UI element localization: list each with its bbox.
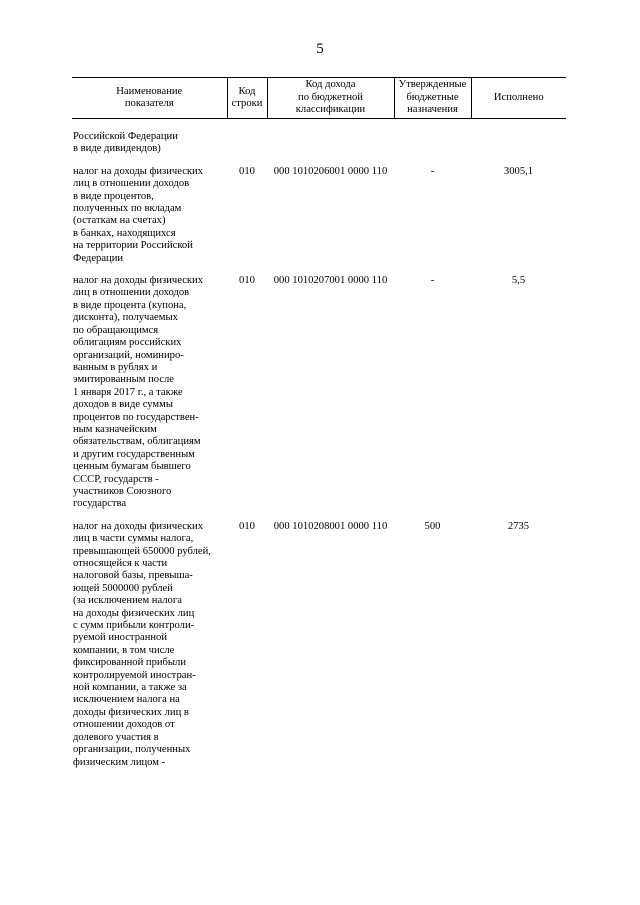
table-header-row bbox=[72, 78, 566, 119]
text-line: Наименование bbox=[116, 85, 183, 97]
table-row bbox=[72, 131, 566, 156]
text-line: облигациям российских bbox=[73, 337, 182, 349]
header-line-code bbox=[227, 78, 267, 119]
row-name bbox=[72, 166, 227, 265]
table-row bbox=[72, 166, 566, 265]
text-line: процентов по государствен- bbox=[73, 411, 199, 423]
text-line: доходов в виде суммы bbox=[73, 399, 173, 411]
text-line: ценным бумагам бывшего bbox=[73, 461, 191, 473]
text-line: фиксированной прибыли bbox=[73, 657, 186, 669]
text-line: относящейся к части bbox=[73, 558, 168, 569]
text-line: Код дохода bbox=[305, 79, 356, 91]
row-approved: 500 bbox=[424, 520, 441, 532]
text-line: налог на доходы физических bbox=[73, 520, 204, 532]
text-line: участников Союзного bbox=[73, 485, 172, 497]
row-line-code bbox=[227, 131, 267, 156]
text-line: в виде процента (купона, bbox=[73, 299, 187, 311]
text-line: Утвержденные bbox=[398, 79, 467, 91]
row-approved: - bbox=[430, 165, 435, 177]
header-indicator-name bbox=[72, 78, 227, 119]
row-executed: 2735 bbox=[507, 520, 530, 532]
spacer-row bbox=[72, 119, 566, 132]
row-executed bbox=[471, 131, 566, 156]
row-gap bbox=[72, 156, 566, 166]
text-line: по обращающимся bbox=[73, 324, 159, 336]
row-income-code bbox=[267, 131, 394, 156]
text-line: Федерации bbox=[73, 252, 124, 264]
row-income-code: 000 1010207001 0000 110 bbox=[273, 275, 388, 287]
text-line: организаций, номиниро- bbox=[73, 349, 184, 361]
row-line-code: 010 bbox=[239, 275, 255, 287]
header-approved bbox=[394, 78, 471, 119]
text-line: доходы физических лиц в bbox=[73, 706, 189, 718]
text-line: и другим государственным bbox=[73, 448, 195, 460]
text-line: руемой иностранной bbox=[73, 632, 167, 644]
text-line: ной компании, а также за bbox=[73, 682, 187, 694]
text-line: отношении доходов от bbox=[73, 719, 175, 731]
text-line: в виде дивидендов) bbox=[73, 143, 161, 155]
text-line: ным казначейским bbox=[73, 423, 157, 435]
header-income-code bbox=[267, 78, 394, 119]
budget-table bbox=[72, 77, 566, 769]
text-line: дисконта), получаемых bbox=[73, 312, 178, 324]
text-line: лиц в отношении доходов bbox=[73, 287, 190, 299]
text-line: превышающей 650000 рублей, bbox=[73, 545, 211, 557]
text-line: с сумм прибыли контроли- bbox=[73, 620, 195, 632]
text-line: полученных по вкладам bbox=[73, 203, 182, 215]
row-name bbox=[72, 275, 227, 511]
row-gap bbox=[72, 265, 566, 275]
text-line: лиц в отношении доходов bbox=[73, 178, 190, 190]
text-line: строки bbox=[231, 98, 263, 109]
header-executed bbox=[471, 78, 566, 119]
budget-execution-table bbox=[72, 77, 566, 769]
text-line: налог на доходы физических bbox=[73, 165, 204, 177]
text-line: (остаткам на счетах) bbox=[73, 215, 166, 227]
text-line: по бюджетной bbox=[298, 91, 363, 103]
text-line: обязательствам, облигациям bbox=[73, 436, 201, 448]
text-line: государства bbox=[73, 498, 127, 510]
text-line: Российской Федерации bbox=[73, 131, 178, 142]
text-line: физическим лицом - bbox=[73, 756, 166, 768]
text-line: лиц в части суммы налога, bbox=[73, 533, 194, 545]
row-income-code: 000 1010208001 0000 110 bbox=[273, 520, 388, 532]
table-row bbox=[72, 521, 566, 769]
text-line: долевого участия в bbox=[73, 731, 159, 743]
text-line: Исполнено bbox=[493, 91, 544, 103]
text-line: Код bbox=[238, 85, 256, 97]
row-name bbox=[72, 131, 227, 156]
text-line: исключением налога на bbox=[73, 694, 180, 706]
text-line: (за исключением налога bbox=[73, 595, 182, 607]
text-line: классификации bbox=[295, 104, 366, 116]
text-line: контролируемой иностран- bbox=[73, 669, 196, 681]
text-line: налог на доходы физических bbox=[73, 275, 204, 287]
text-line: 1 января 2017 г., а также bbox=[73, 386, 183, 398]
text-line: СССР, государств - bbox=[73, 473, 159, 485]
row-executed: 5,5 bbox=[511, 275, 526, 287]
text-line: в банках, находящихся bbox=[73, 227, 176, 239]
row-gap bbox=[72, 511, 566, 521]
text-line: назначения bbox=[407, 104, 458, 116]
row-line-code: 010 bbox=[239, 165, 255, 177]
text-line: показателя bbox=[124, 98, 174, 109]
row-executed: 3005,1 bbox=[503, 165, 534, 177]
row-name bbox=[72, 521, 227, 769]
text-line: эмитированным после bbox=[73, 374, 175, 386]
text-line: бюджетные bbox=[406, 91, 459, 103]
text-line: на доходы физических лиц bbox=[73, 607, 195, 619]
text-line: компании, в том числе bbox=[73, 644, 175, 656]
text-line: ющей 5000000 рублей bbox=[73, 582, 173, 594]
row-approved: - bbox=[430, 275, 435, 287]
row-approved bbox=[394, 131, 471, 156]
row-line-code: 010 bbox=[239, 520, 255, 532]
text-line: на территории Российской bbox=[73, 240, 193, 252]
row-income-code: 000 1010206001 0000 110 bbox=[273, 165, 388, 177]
page-number: 5 bbox=[316, 41, 324, 57]
text-line: в виде процентов, bbox=[73, 190, 154, 202]
table-row bbox=[72, 275, 566, 511]
text-line: ванным в рублях и bbox=[73, 361, 158, 373]
text-line: организации, полученных bbox=[73, 744, 191, 756]
text-line: налоговой базы, превыша- bbox=[73, 570, 193, 582]
